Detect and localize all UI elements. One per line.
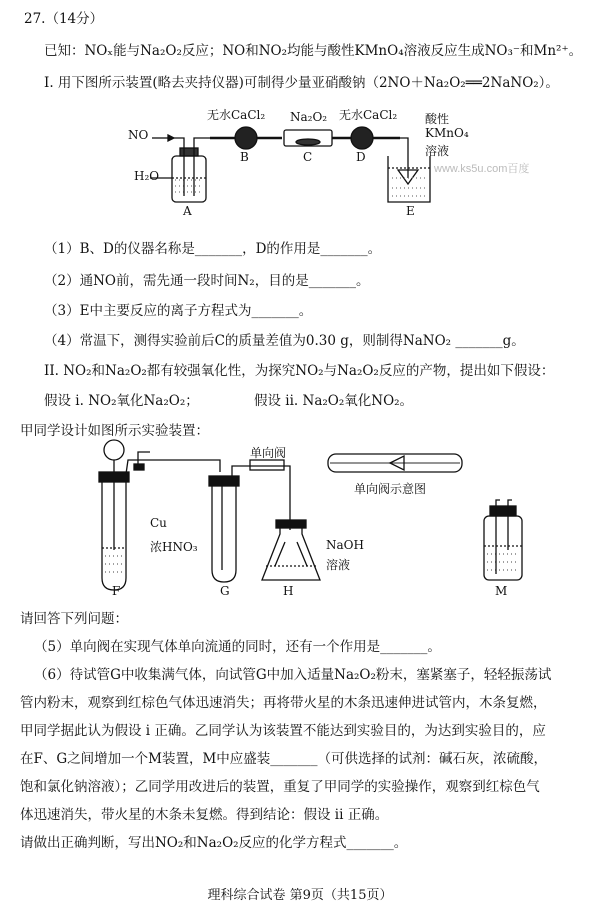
question-number: 27.（14分） [24,11,104,27]
label-valve: 单向阀 [250,446,287,460]
question-4: （4）常温下，测得实验前后C的质量差值为0.30 g，则制得NaNO₂ _______g。 [44,333,525,349]
letter-m: M [495,584,508,598]
label-no: NO [128,128,149,142]
label-kmno4-3: 溶液 [425,144,450,158]
hypothesis-ii: 假设 ii. Na₂O₂氧化NO₂。 [254,393,414,409]
funnel-bulb [104,440,124,460]
label-na2o2: Na₂O₂ [290,110,328,124]
label-valve-diagram: 单向阀示意图 [354,482,427,496]
part2-intro: II. NO₂和Na₂O₂都有较强氧化性，为探究NO₂与Na₂O₂反应的产物，提出如下假设： [44,363,555,379]
apparatus-2-drawing [0,430,600,600]
label-cacl2-left: 无水CaCl₂ [207,108,266,122]
answer-prompt: 请回答下列问题： [20,611,128,627]
question-6-line-2: 管内粉末，观察到红棕色气体迅速消失；再将带火星的木条迅速伸进试管内，木条复燃， [20,695,547,711]
page-footer: 理科综合试卷 第9页（共15页） [207,888,393,903]
bottle-a [172,156,206,202]
letter-b: B [240,150,249,164]
label-kmno4-1: 酸性 [425,112,450,126]
letter-g: G [220,584,230,598]
question-2: （2）通NO前，需先通一段时间N₂，目的是_______。 [44,273,370,289]
question-5: （5）单向阀在实现气体单向流通的同时，还有一个作用是_______。 [34,639,441,655]
given-statement: 已知：NOₓ能与Na₂O₂反应；NO和NO₂均能与酸性KMnO₄溶液反应生成NO₃⁻和Mn²⁺。 [44,43,583,59]
question-6-line-6: 体迅速消失，带火星的木条未复燃。得到结论：假设 ii 正确。 [20,807,389,823]
setup-line: 甲同学设计如图所示实验装置： [20,423,209,439]
letter-h: H [283,584,294,598]
label-naoh-1: NaOH [326,538,364,552]
beaker-e [388,156,430,202]
letter-e: E [406,204,415,218]
letter-f: F [112,584,121,598]
final-question: 请做出正确判断，写出NO₂和Na₂O₂反应的化学方程式_______。 [20,835,408,851]
question-3: （3）E中主要反应的离子方程式为_______。 [44,303,313,319]
question-6-line-1: （6）待试管G中收集满气体，向试管G中加入适量Na₂O₂粉末，塞紧塞子，轻轻振荡试 [34,667,552,683]
part1-intro: I. 用下图所示装置(略去夹持仪器)可制得少量亚硝酸钠（2NO＋Na₂O₂══2NaNO₂）。 [44,75,559,91]
label-cacl2-right: 无水CaCl₂ [339,108,398,122]
flask-h [262,526,320,580]
hypothesis-i: 假设 i. NO₂氧化Na₂O₂； [44,393,199,409]
valve [250,460,284,470]
label-cu: Cu [150,516,167,530]
letter-c: C [303,150,313,164]
watermark: www.ks5u.com百度 [434,163,530,175]
label-naoh-2: 溶液 [326,558,351,572]
letter-d: D [356,150,366,164]
label-hno3: 浓HNO₃ [150,540,198,554]
test-tube-g [212,482,236,582]
question-6-line-4: 在F、G之间增加一个M装置，M中应盛装_______（可供选择的试剂：碱石灰，浓硫酸， [20,751,548,767]
question-6-line-5: 饱和氯化钠溶液）；乙同学用改进后的装置，重复了甲同学的实验操作，观察到红棕色气 [20,779,540,795]
letter-a: A [183,204,192,218]
question-6-line-3: 甲同学据此认为假设 i 正确。乙同学认为该装置不能达到实验目的，为达到实验目的，应 [20,723,546,739]
label-kmno4-2: KMnO₄ [425,126,469,140]
question-1: （1）B、D的仪器名称是_______，D的作用是_______。 [44,241,382,257]
label-h2o: H₂O [134,169,160,183]
